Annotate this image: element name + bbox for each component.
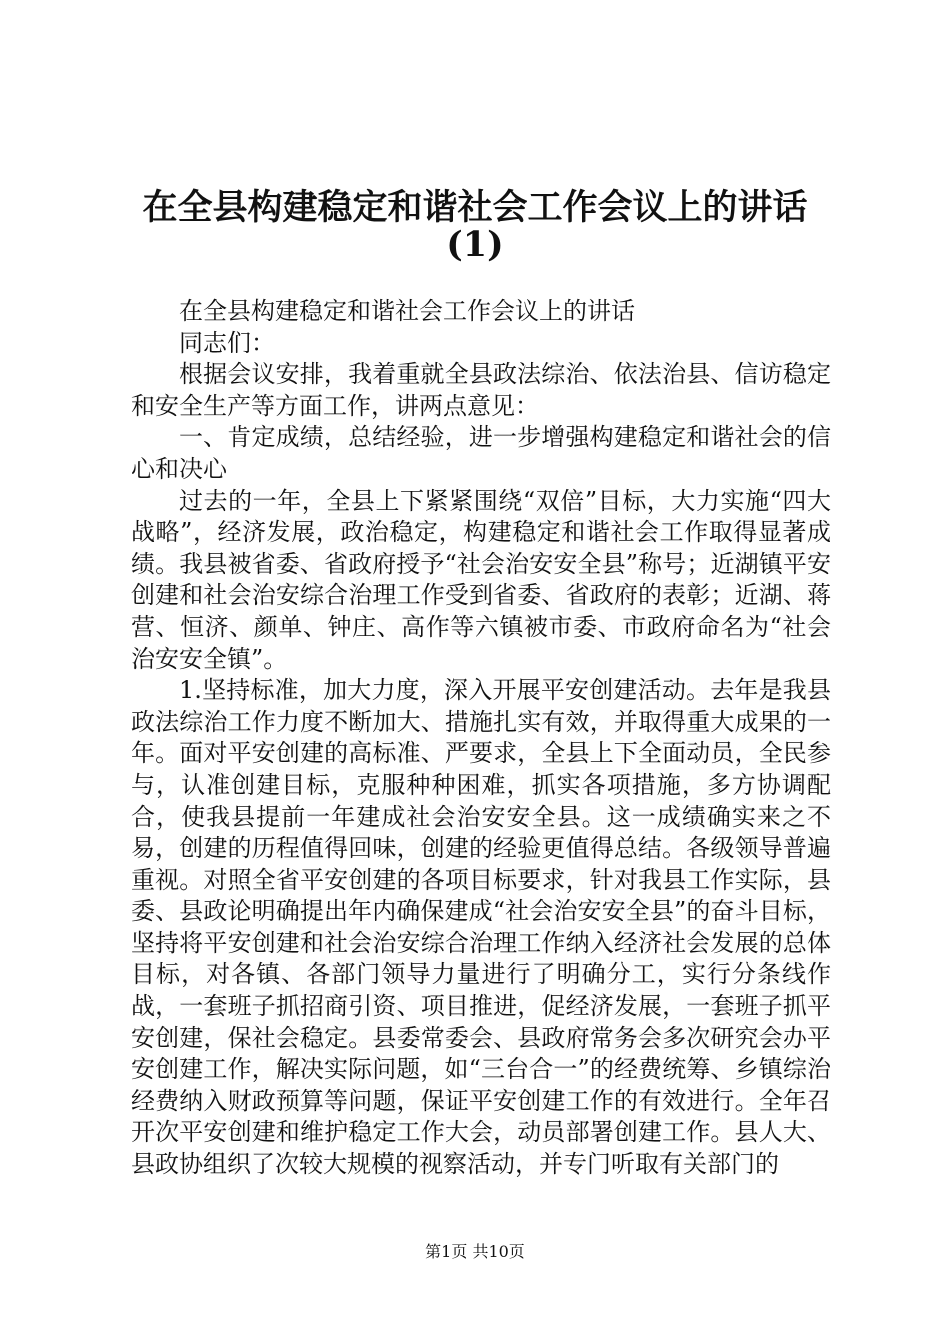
subtitle-paragraph: 在全县构建稳定和谐社会工作会议上的讲话 xyxy=(179,297,635,325)
body-paragraph: 1.坚持标准，加大力度，深入开展平安创建活动。去年是我县政法综治工作力度不断加大、措施扎实有效，并取得重大成果的一年。面对平安创建的高标准、严要求，全县上下全面动员，全民参与，认准创建目标，克服种种困难，抓实各项措施，多方协调配合，使我县提前一年建成社会治安安全县。这一成绩确实来之不易，创建的历程值得回味，创建的经验更值得总结。各级领导普遍重视。对照全省平安创建的各项目标要求，针对我县工作实际，县委、县政论明确提出年内确保建成“社会治安安全县”的奋斗目标，坚持将平安创建和社会治安综合治理工作纳入经济社会发展的总体目标，对各镇、各部门领导力量进行了明确分工，实行分条线作战，一套班子抓招商引资、项目推进，促经济发展，一套班子抓平安创建，保社会稳定。县委常委会、县政府常务会多次研究会办平安创建工作，解决实际问题，如“三台合一”的经费统筹、乡镇综治经费纳入财政预算等问题，保证平安创建工作的有效进行。全年召开次平安创建和维护稳定工作大会，动员部署创建工作。县人大、县政协组织了次较大规模的视察活动，并专门听取有关部门的 xyxy=(131,676,831,1179)
page-footer: 第1页 共10页 xyxy=(425,1242,525,1261)
body-paragraph: 过去的一年，全县上下紧紧围绕“双倍”目标，大力实施“四大战略”，经济发展，政治稳定，构建稳定和谐社会工作取得显著成绩。我县被省委、省政府授予“社会治安安全县”称号；近湖镇平安创建和社会治安综合治理工作受到省委、省政府的表彰；近湖、蒋营、恒济、颜单、钟庄、高作等六镇被市委、市政府命名为“社会治安安全镇”。 xyxy=(131,486,831,673)
document-title: 在全县构建稳定和谐社会工作会议上的讲话 xyxy=(142,187,808,228)
intro-paragraph: 根据会议安排，我着重就全县政法综治、依法治县、信访稳定和安全生产等方面工作，讲两点意见： xyxy=(131,360,831,420)
salutation-paragraph: 同志们： xyxy=(179,328,275,357)
document-title-suffix: (1) xyxy=(446,224,504,265)
section-heading: 一、肯定成绩，总结经验，进一步增强构建稳定和谐社会的信心和决心 xyxy=(131,423,831,483)
document-body xyxy=(131,296,831,1181)
